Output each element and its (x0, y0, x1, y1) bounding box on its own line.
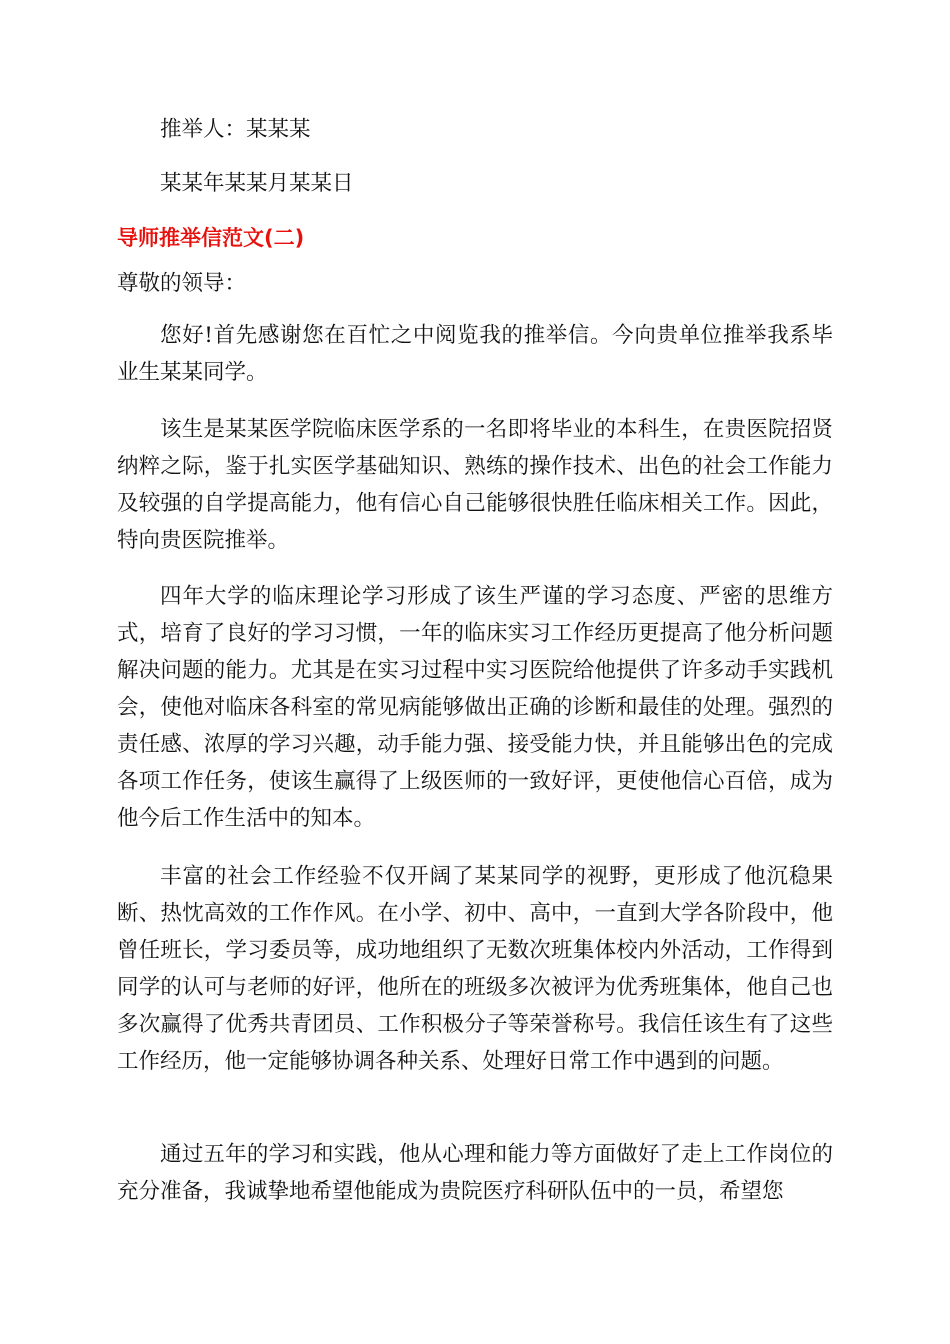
paragraph-social-work: 丰富的社会工作经验不仅开阔了某某同学的视野，更形成了他沉稳果断、热忱高效的工作作风。在小学、初中、高中，一直到大学各阶段中，他曾任班长，学习委员等，成功地组织了无数次班集体校内外活动，工作得到同学的认可与老师的好评，他所在的班级多次被评为优秀班集体，他自己也多次赢得了优秀共青团员、工作积极分子等荣誉称号。我信任该生有了这些工作经历，他一定能够协调各种关系、处理好日常工作中遇到的问题。 (117, 864, 833, 1074)
section-title: 导师推举信范文(二) (117, 226, 305, 250)
paragraph-introduction: 该生是某某医学院临床医学系的一名即将毕业的本科生，在贵医院招贤纳粹之际，鉴于扎实医学基础知识、熟练的操作技术、出色的社会工作能力及较强的自学提高能力，他有信心自己能够很快胜任临床相关工作。因此，特向贵医院推举。 (117, 417, 833, 553)
paragraph-closing: 通过五年的学习和实践，他从心理和能力等方面做好了走上工作岗位的充分准备，我诚挚地希望他能成为贵院医疗科研队伍中的一员，希望您 (117, 1142, 833, 1204)
paragraph-greeting: 您好!首先感谢您在百忙之中阅览我的推举信。今向贵单位推举我系毕业生某某同学。 (117, 323, 833, 385)
salutation: 尊敬的领导： (117, 271, 247, 296)
paragraph-clinical-study: 四年大学的临床理论学习形成了该生严谨的学习态度、严密的思维方式，培育了良好的学习习惯，一年的临床实习工作经历更提高了他分析问题解决问题的能力。尤其是在实习过程中实习医院给他提供了许多动手实践机会，使他对临床各科室的常见病能够做出正确的诊断和最佳的处理。强烈的责任感、浓厚的学习兴趣，动手能力强、接受能力快，并且能够出色的完成各项工作任务，使该生赢得了上级医师的一致好评，更使他信心百倍，成为他今后工作生活中的知本。 (117, 584, 833, 831)
date-line: 某某年某某月某某日 (160, 171, 354, 196)
recommender-line: 推举人：某某某 (160, 117, 311, 142)
